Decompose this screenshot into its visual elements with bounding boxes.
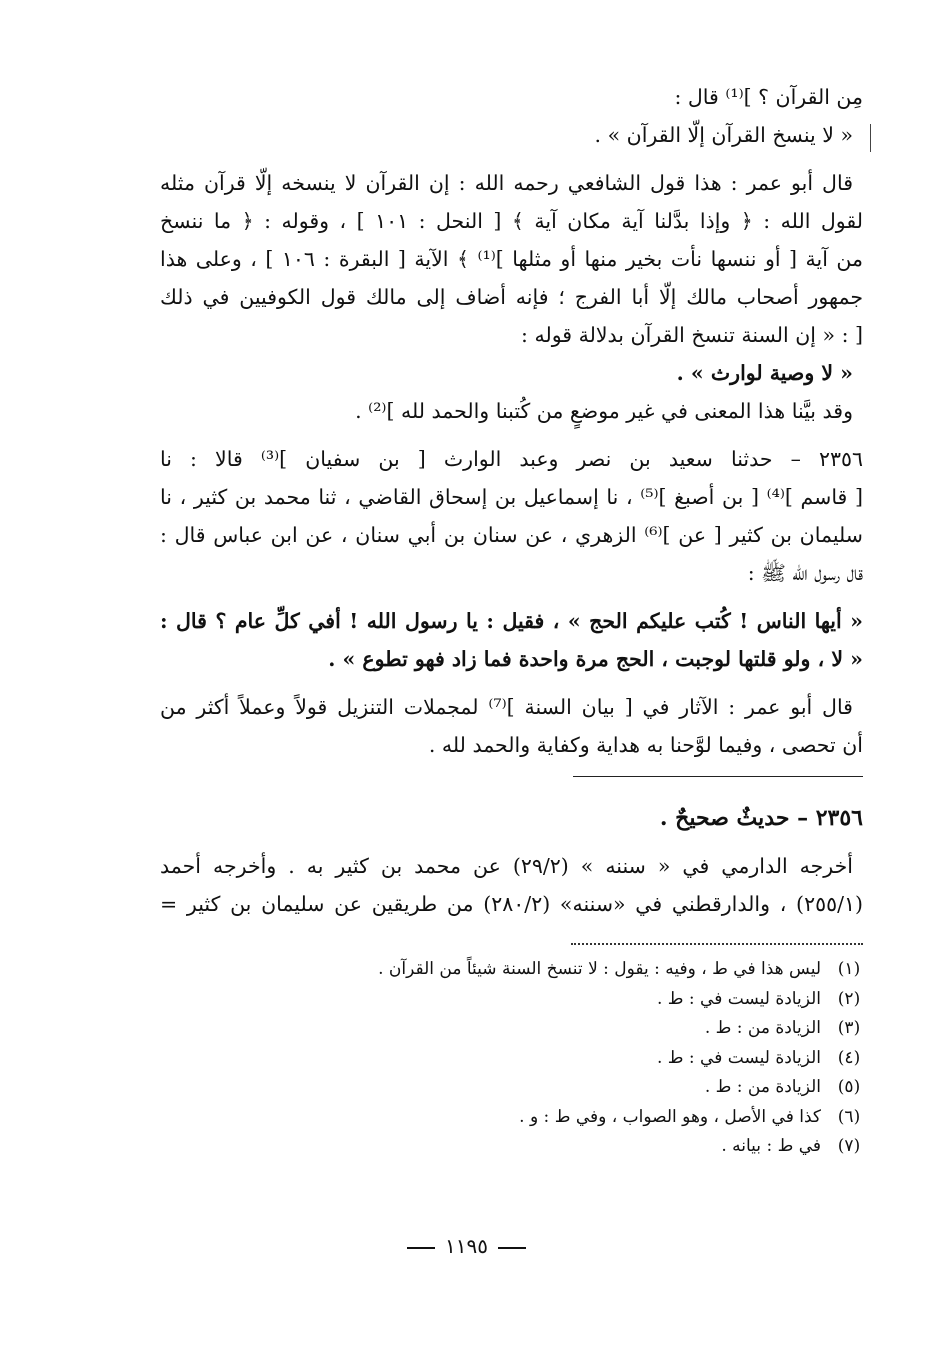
- text-line: قال رسول الله ﷺ :: [747, 561, 863, 585]
- footnote-number: (٢): [837, 988, 861, 1009]
- footnote-text: الزيادة ليست في : ط .: [656, 1047, 821, 1068]
- text-line: لقول الله : ﴿ وإذا بدَّلنا آية مكان آية ﴾ [ النحل : ١٠١ ] ، وقوله : ﴿ ما ننسخ: [160, 209, 863, 233]
- hadith-quote: « لا وصية لوارث » .: [676, 361, 853, 385]
- text-line: من آية [ أو ننسها نأت بخير منها أو مثلها ]⁽¹⁾ ﴾ الآية [ البقرة : ١٠٦ ] ، وعلى هذا: [160, 247, 864, 271]
- footnote: [160, 985, 863, 1015]
- footnote: [160, 955, 863, 985]
- footnote: [160, 1132, 863, 1162]
- footnote: [160, 1073, 863, 1103]
- footnotes: [160, 955, 863, 1162]
- footnote-text: الزيادة ليست في : ط .: [656, 988, 821, 1009]
- text-line: وقد بيَّنا هذا المعنى في غير موضعٍ من كُتبنا والحمد لله ]⁽²⁾ .: [355, 399, 853, 423]
- text-line: [ : « إن السنة تنسخ القرآن بدلالة قوله :: [521, 323, 863, 347]
- page-number: [0, 1234, 933, 1258]
- hadith-quote: « لا ، ولو قلتها لوجبت ، الحج مرة واحدة فما زاد فهو تطوع » .: [328, 647, 863, 671]
- footnote-number: (٧): [837, 1136, 861, 1156]
- footnote-number: (٣): [837, 1018, 861, 1038]
- footnote-text: الزيادة من : ط .: [704, 1077, 821, 1097]
- separator-rule: [573, 776, 863, 777]
- footnote-text: الزيادة من : ط .: [704, 1018, 821, 1038]
- footnote-text: ليس هذا في ط ، وفيه : يقول : لا تنسخ السنة شيئاً من القرآن .: [378, 959, 821, 979]
- takhrij-line: أخرجه الدارمي في « سننه » (٢٩/٢) عن محمد بن كثير به . وأخرجه أحمد: [160, 854, 853, 878]
- footnote: [160, 1014, 863, 1044]
- dash-right: [498, 1247, 526, 1249]
- footnote-number: (٦): [837, 1106, 861, 1127]
- dash-left: [407, 1247, 435, 1249]
- takhrij-line: (٢٥٥/١) ، والدارقطني في «سننه» (٢٨٠/٢) من طريقين عن سليمان بن كثير =: [160, 892, 864, 916]
- text-line: مِن القرآن ؟ ]⁽¹⁾ قال :: [674, 85, 863, 109]
- footnote: [160, 1103, 863, 1133]
- footnote-number: (١): [837, 959, 861, 979]
- text-line: جمهور أصحاب مالك إلّا أبا الفرج ؛ فإنه أضاف إلى مالك قول الكوفيين في ذلك: [160, 285, 863, 309]
- text-line: سليمان بن كثير [ عن ]⁽⁶⁾ الزهري ، عن سنان بن أبي سنان ، عن ابن عباس قال :: [160, 523, 863, 547]
- footnote-number: (٤): [837, 1047, 861, 1068]
- quote-line: « لا ينسخ القرآن إلّا القرآن » .: [160, 116, 863, 154]
- takhrij-heading: ٢٣٥٦ – حديثٌ صحيحٌ .: [659, 805, 863, 831]
- hadith-number-line: ٢٣٥٦ – حدثنا سعيد بن نصر وعبد الوارث [ بن سفيان ]⁽³⁾ قالا : نا: [160, 447, 863, 471]
- footnote-number: (٥): [837, 1077, 861, 1097]
- footnote: [160, 1044, 863, 1074]
- hadith-quote: « أيها الناس ! كُتب عليكم الحج » ، فقيل : يا رسول الله ! أفي كلِّ عام ؟ قال :: [160, 609, 863, 633]
- text-line: قال أبو عمر : هذا قول الشافعي رحمه الله : إن القرآن لا ينسخه إلّا قرآن مثله: [160, 171, 853, 195]
- text-line: قال أبو عمر : الآثار في [ بيان السنة ]⁽⁷⁾ لمجملات التنزيل قولاً وعملاً أكثر من: [160, 695, 853, 719]
- text-line: أن تحصى ، وفيما لوَّحنا به هداية وكفاية والحمد لله .: [428, 733, 863, 757]
- text-line: [ قاسم ]⁽⁴⁾ [ بن أصبغ ]⁽⁵⁾ ، نا إسماعيل بن إسحاق القاضي ، ثنا محمد بن كثير ، نا: [160, 485, 863, 509]
- footnote-text: في ط : بيانه .: [721, 1136, 821, 1156]
- footnote-separator: [571, 943, 863, 945]
- page-number-text: ١١٩٥: [445, 1234, 488, 1258]
- footnote-text: كذا في الأصل ، وهو الصواب ، وفي ط : و .: [519, 1106, 821, 1127]
